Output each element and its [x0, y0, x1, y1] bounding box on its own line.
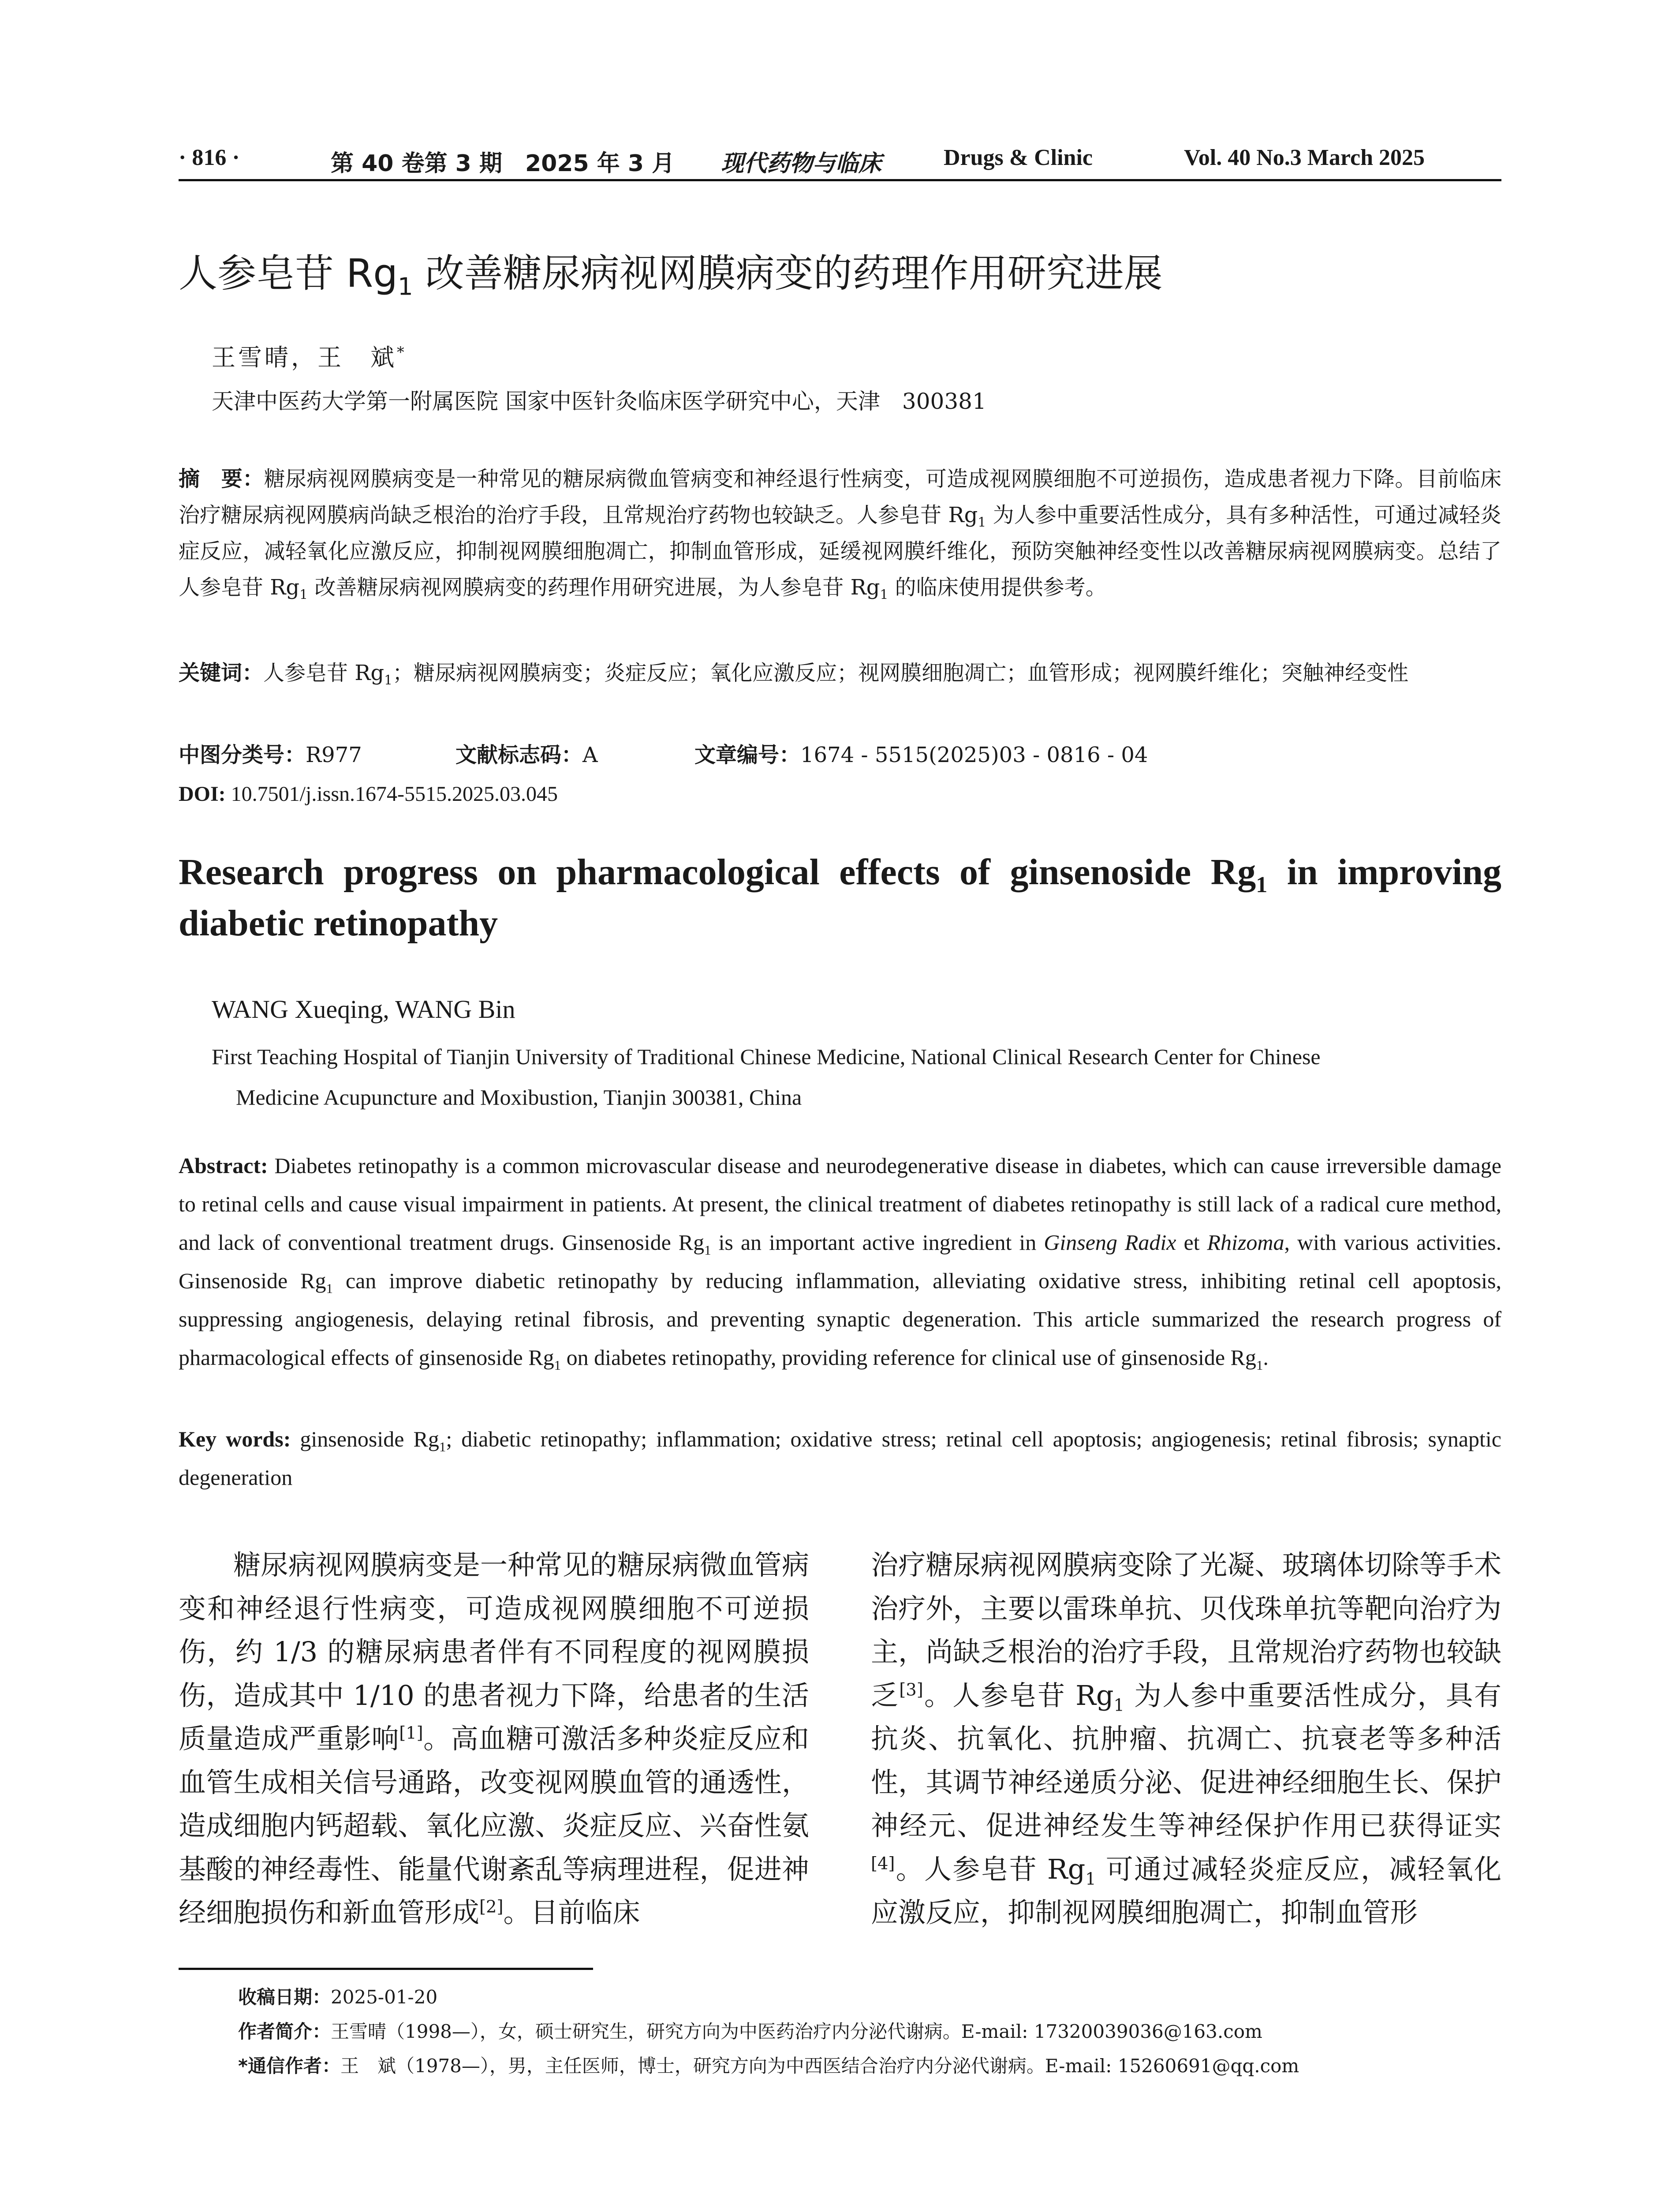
footnote-author-bio: 作者简介：王雪晴（1998—），女，硕士研究生，研究方向为中医药治疗内分泌代谢病。E-mail: 17320039036@163.com	[238, 2021, 1262, 2042]
article-title-cn: 人参皂苷 $Rg_1$ 改善糖尿病视网膜病变的药理作用研究进展	[179, 250, 1163, 301]
document-code: 文献标志码：A	[455, 743, 598, 767]
citation-2[interactable]: [2]	[479, 1897, 504, 1917]
footnote-divider	[179, 1968, 593, 1970]
running-header	[179, 142, 1501, 181]
clc-number: 中图分类号：R977	[179, 743, 362, 767]
page-number: · 816 ·	[179, 145, 240, 170]
abstract-en: Abstract: Diabetes retinopathy is a common microvascular disease and neurodegenerative disease in diabetes, which can cause irreversible damage to retinal cells and cause visual impairment in patients. At present, the clinical treatment of diabetes retinopathy is still lack of a radical cure method, and lack of conventional treatment drugs. Ginsenoside $Rg_1$ is an important active ingredient in Ginseng Radix et Rhizoma, with various activities. Ginsenoside $Rg_1$ can improve diabetic retinopathy by reducing inflammation, alleviating oxidative stress, inhibiting retinal cell apoptosis, suppressing angiogenesis, delaying retinal fibrosis, and preventing synaptic degeneration. This article summarized the research progress of pharmacological effects of ginsenoside $Rg_1$ on diabetes retinopathy, providing reference for clinical use of ginsenoside $Rg_1$.	[179, 1153, 1502, 1373]
affiliation-en: First Teaching Hospital of Tianjin University of Traditional Chinese Medicine, National Clinical Research Center for Chinese Medicine Acupuncture and Moxibustion, Tianjin 300381, China	[212, 1044, 1321, 1110]
journal-name-en: Drugs & Clinic	[944, 145, 1093, 170]
body-column-left: 糖尿病视网膜病变是一种常见的糖尿病微血管病变和神经退行性病变，可造成视网膜细胞不可逆损伤，约 1/3 的糖尿病患者伴有不同程度的视网膜损伤，造成其中 1/10 的患者视力下降，给患者的生活质量造成严重影响[1]。高血糖可激活多种炎症反应和血管生成相关信号通路，改变视网膜血管的通透性，造成细胞内钙超载、氧化应激、炎症反应、兴奋性氨基酸的神经毒性、能量代谢紊乱等病理进程，促进神经细胞损伤和新血管形成[2]。目前临床	[179, 1549, 809, 1928]
doi-link[interactable]: 10.7501/j.issn.1674-5515.2025.03.045	[225, 782, 558, 806]
abstract-cn: 摘 要：糖尿病视网膜病变是一种常见的糖尿病微血管病变和神经退行性病变，可造成视网膜细胞不可逆损伤，造成患者视力下降。目前临床治疗糖尿病视网膜病尚缺乏根治的治疗手段，且常规治疗药物也较缺乏。人参皂苷 $Rg_1$ 为人参中重要活性成分，具有多种活性，可通过减轻炎症反应，减轻氧化应激反应，抑制视网膜细胞凋亡，抑制血管形成，延缓视网膜纤维化，预防突触神经变性以改善糖尿病视网膜病变。总结了人参皂苷 $Rg_1$ 改善糖尿病视网膜病变的药理作用研究进展，为人参皂苷 $Rg_1$ 的临床使用提供参考。	[179, 467, 1501, 603]
citation-3[interactable]: [3]	[899, 1679, 923, 1700]
keywords-cn: 关键词：人参皂苷 $Rg_1$；糖尿病视网膜病变；炎症反应；氧化应激反应；视网膜细胞凋亡；血管形成；视网膜纤维化；突触神经变性	[179, 661, 1409, 688]
footnote-corresponding-author: *通信作者：王 斌（1978—），男，主任医师，博士，研究方向为中西医结合治疗内分泌代谢病。E-mail: 15260691@qq.com	[238, 2055, 1299, 2077]
keywords-en: Key words: ginsenoside $Rg_1$; diabetic retinopathy; inflammation; oxidative stress; retinal cell apoptosis; angiogenesis; retinal fibrosis; synaptic degeneration	[179, 1427, 1501, 1490]
footnotes	[238, 1980, 1501, 2083]
article-number: 文章编号：1674 - 5515(2025)03 - 0816 - 04	[694, 743, 1148, 767]
authors-cn: 王雪晴，王 斌*	[212, 344, 407, 371]
journal-name-cn: 现代药物与临床	[721, 150, 882, 177]
doi-line: DOI: 10.7501/j.issn.1674-5515.2025.03.045	[179, 782, 558, 806]
citation-4[interactable]: [4]	[871, 1853, 895, 1873]
footnote-received: 收稿日期：2025-01-20	[238, 1986, 438, 2008]
citation-1[interactable]: [1]	[399, 1723, 423, 1743]
body-column-right: 治疗糖尿病视网膜病变除了光凝、玻璃体切除等手术治疗外，主要以雷珠单抗、贝伐珠单抗等靶向治疗为主，尚缺乏根治的治疗手段，且常规治疗药物也较缺乏[3]。人参皂苷 $Rg_1$ 为人参中重要活性成分，具有抗炎、抗氧化、抗肿瘤、抗凋亡、抗衰老等多种活性，其调节神经递质分泌、促进神经细胞生长、保护神经元、促进神经发生等神经保护作用已获得证实[4]。人参皂苷 $Rg_1$ 可通过减轻炎症反应，减轻氧化应激反应，抑制视网膜细胞凋亡，抑制血管形	[871, 1549, 1501, 1928]
article-title-en: Research progress on pharmacological effects of ginsenoside $Rg_1$ in improving diabetic retinopathy	[179, 852, 1501, 944]
issue-cn: 第 40 卷第 3 期 2025 年 3 月	[331, 150, 675, 177]
affiliation-cn: 天津中医药大学第一附属医院 国家中医针灸临床医学研究中心，天津 300381	[212, 389, 986, 414]
authors-en: WANG Xueqing, WANG Bin	[212, 995, 515, 1024]
issue-en: Vol. 40 No.3 March 2025	[1184, 145, 1425, 170]
